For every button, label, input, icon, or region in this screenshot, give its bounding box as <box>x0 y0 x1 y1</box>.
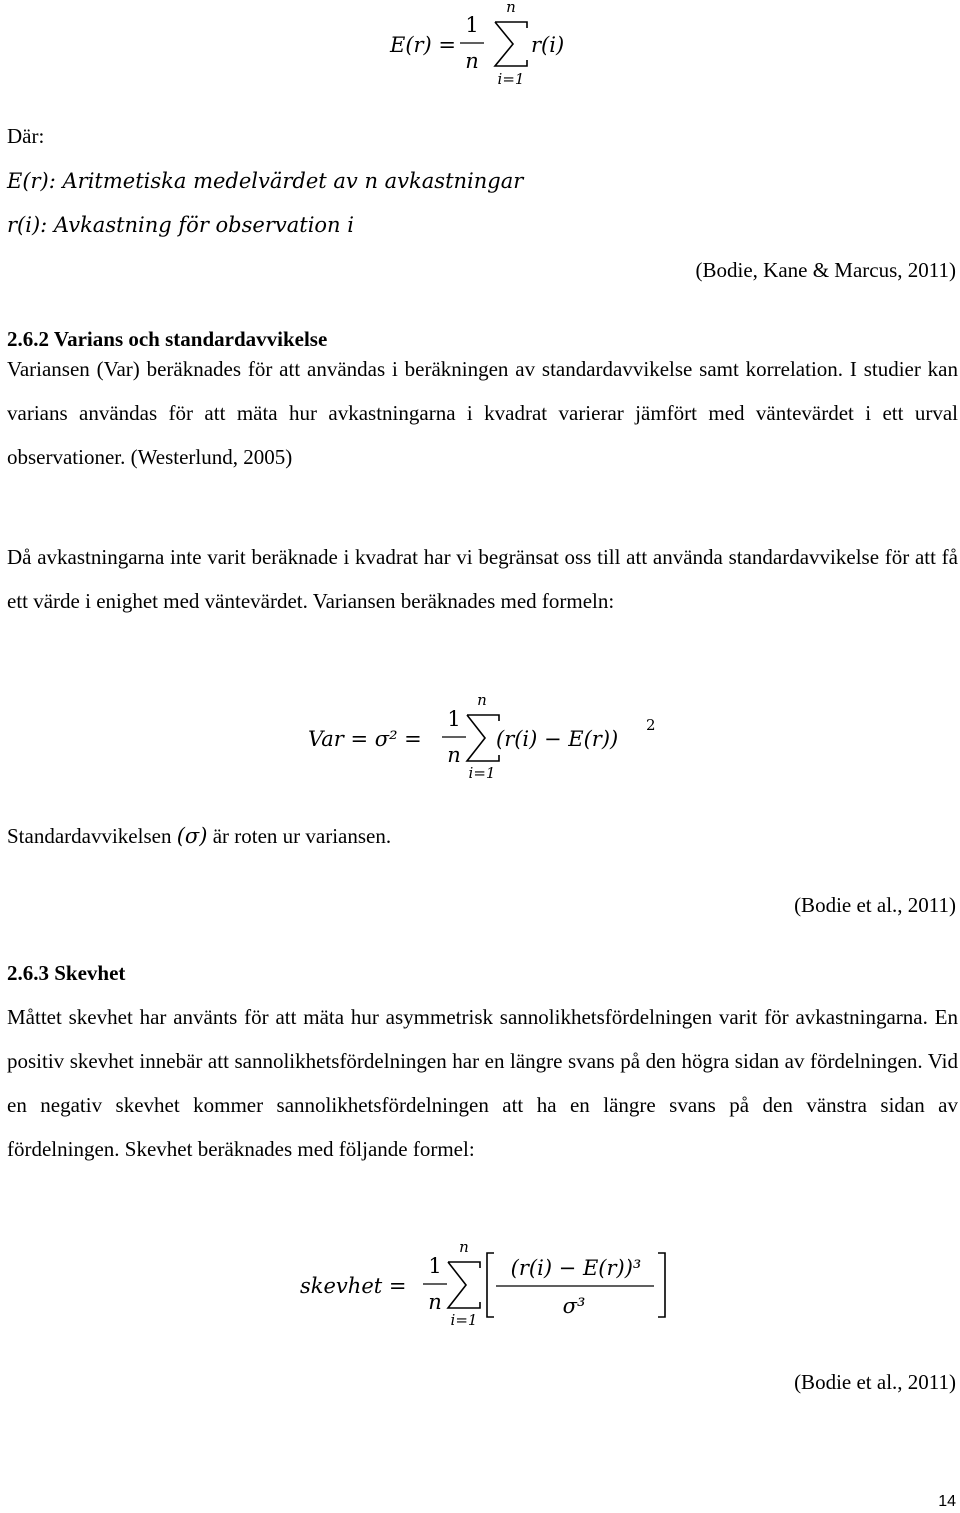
eq-mean-frac-den: n <box>465 49 479 73</box>
eq-skew-inner-den: σ³ <box>562 1294 586 1318</box>
eq-var-sum-top: n <box>477 691 487 709</box>
left-bracket-icon <box>487 1253 494 1317</box>
equation-mean <box>385 0 585 90</box>
def2-symbol: r(i) <box>7 213 41 237</box>
eq-var-lhs: Var = σ² = <box>308 727 422 751</box>
page-number: 14 <box>938 1493 956 1510</box>
eq-mean-frac-num: 1 <box>465 13 479 37</box>
citation-2: (Bodie et al., 2011) <box>794 893 956 917</box>
eq-mean-lhs: E(r) = <box>390 33 457 57</box>
definition-2 <box>7 211 354 239</box>
eq-skew-frac-num: 1 <box>428 1254 442 1278</box>
def1-text: : Aritmetiska medelvärdet av n avkastningar <box>48 169 524 193</box>
eq-skew-inner-num: (r(i) − E(r))³ <box>510 1256 642 1280</box>
paragraph-varians: Variansen (Var) beräknades för att användas i beräkningen av standardavvikelse samt korrelation. I studier kan varians användas för att mäta hur avkastningarna i kvadrat varierar jämfört med väntevärdet i ett urval observationer. (Westerlund, 2005) <box>7 357 958 469</box>
section-heading-262: 2.6.2 Varians och standardavvikelse <box>7 327 328 351</box>
sigma-icon <box>495 22 527 66</box>
eq-mean-sum-bottom: i=1 <box>497 70 525 88</box>
def2-text: : Avkastning för observation i <box>40 213 354 237</box>
eq-skew-sum-bottom: i=1 <box>450 1311 478 1329</box>
dar-label: Där: <box>7 124 45 148</box>
paragraph-standardavvikelse: Då avkastningarna inte varit beräknade i kvadrat har vi begränsat oss till att använda standardavvikelse för att få ett värde i enighet med väntevärdet. Variansen beräknades med formeln: <box>7 545 958 613</box>
std-prefix: Standardavvikelsen <box>7 824 177 848</box>
section-heading-263: 2.6.3 Skevhet <box>7 961 126 985</box>
sigma-icon <box>467 715 499 761</box>
std-symbol: (σ) <box>176 824 208 848</box>
eq-var-frac-den: n <box>447 743 461 767</box>
eq-mean-sum-top: n <box>506 0 516 16</box>
citation-3: (Bodie et al., 2011) <box>794 1370 956 1394</box>
std-line <box>7 822 391 850</box>
eq-var-exponent: 2 <box>646 716 656 734</box>
eq-skew-sum-top: n <box>459 1238 469 1256</box>
paragraph-skevhet: Måttet skevhet har använts för att mäta hur asymmetrisk sannolikhetsfördelningen varit för avkastningarna. En positiv skevhet innebär att sannolikhetsfördelningen har en längre svans på den högra sidan av fördelningen. Vid en negativ skevhet kommer sannolikhetsfördelningen att ha en längre svans på den vänstra sidan av fördelningen. Skevhet beräknades med följande formel: <box>7 1005 958 1161</box>
eq-skew-lhs: skevhet = <box>300 1274 407 1298</box>
def1-symbol: E(r) <box>7 169 49 193</box>
equation-skewness <box>296 1235 676 1335</box>
eq-var-sum-bottom: i=1 <box>468 764 496 782</box>
right-bracket-icon <box>658 1253 665 1317</box>
equation-variance <box>300 690 680 785</box>
eq-skew-frac-den: n <box>428 1290 442 1314</box>
citation-1: (Bodie, Kane & Marcus, 2011) <box>695 258 956 282</box>
eq-var-frac-num: 1 <box>447 707 461 731</box>
std-suffix: är roten ur variansen. <box>207 824 392 848</box>
definition-1 <box>7 167 523 195</box>
eq-var-term: (r(i) − E(r)) <box>496 727 619 751</box>
eq-mean-term: r(i) <box>531 33 565 57</box>
sigma-icon <box>448 1262 480 1308</box>
